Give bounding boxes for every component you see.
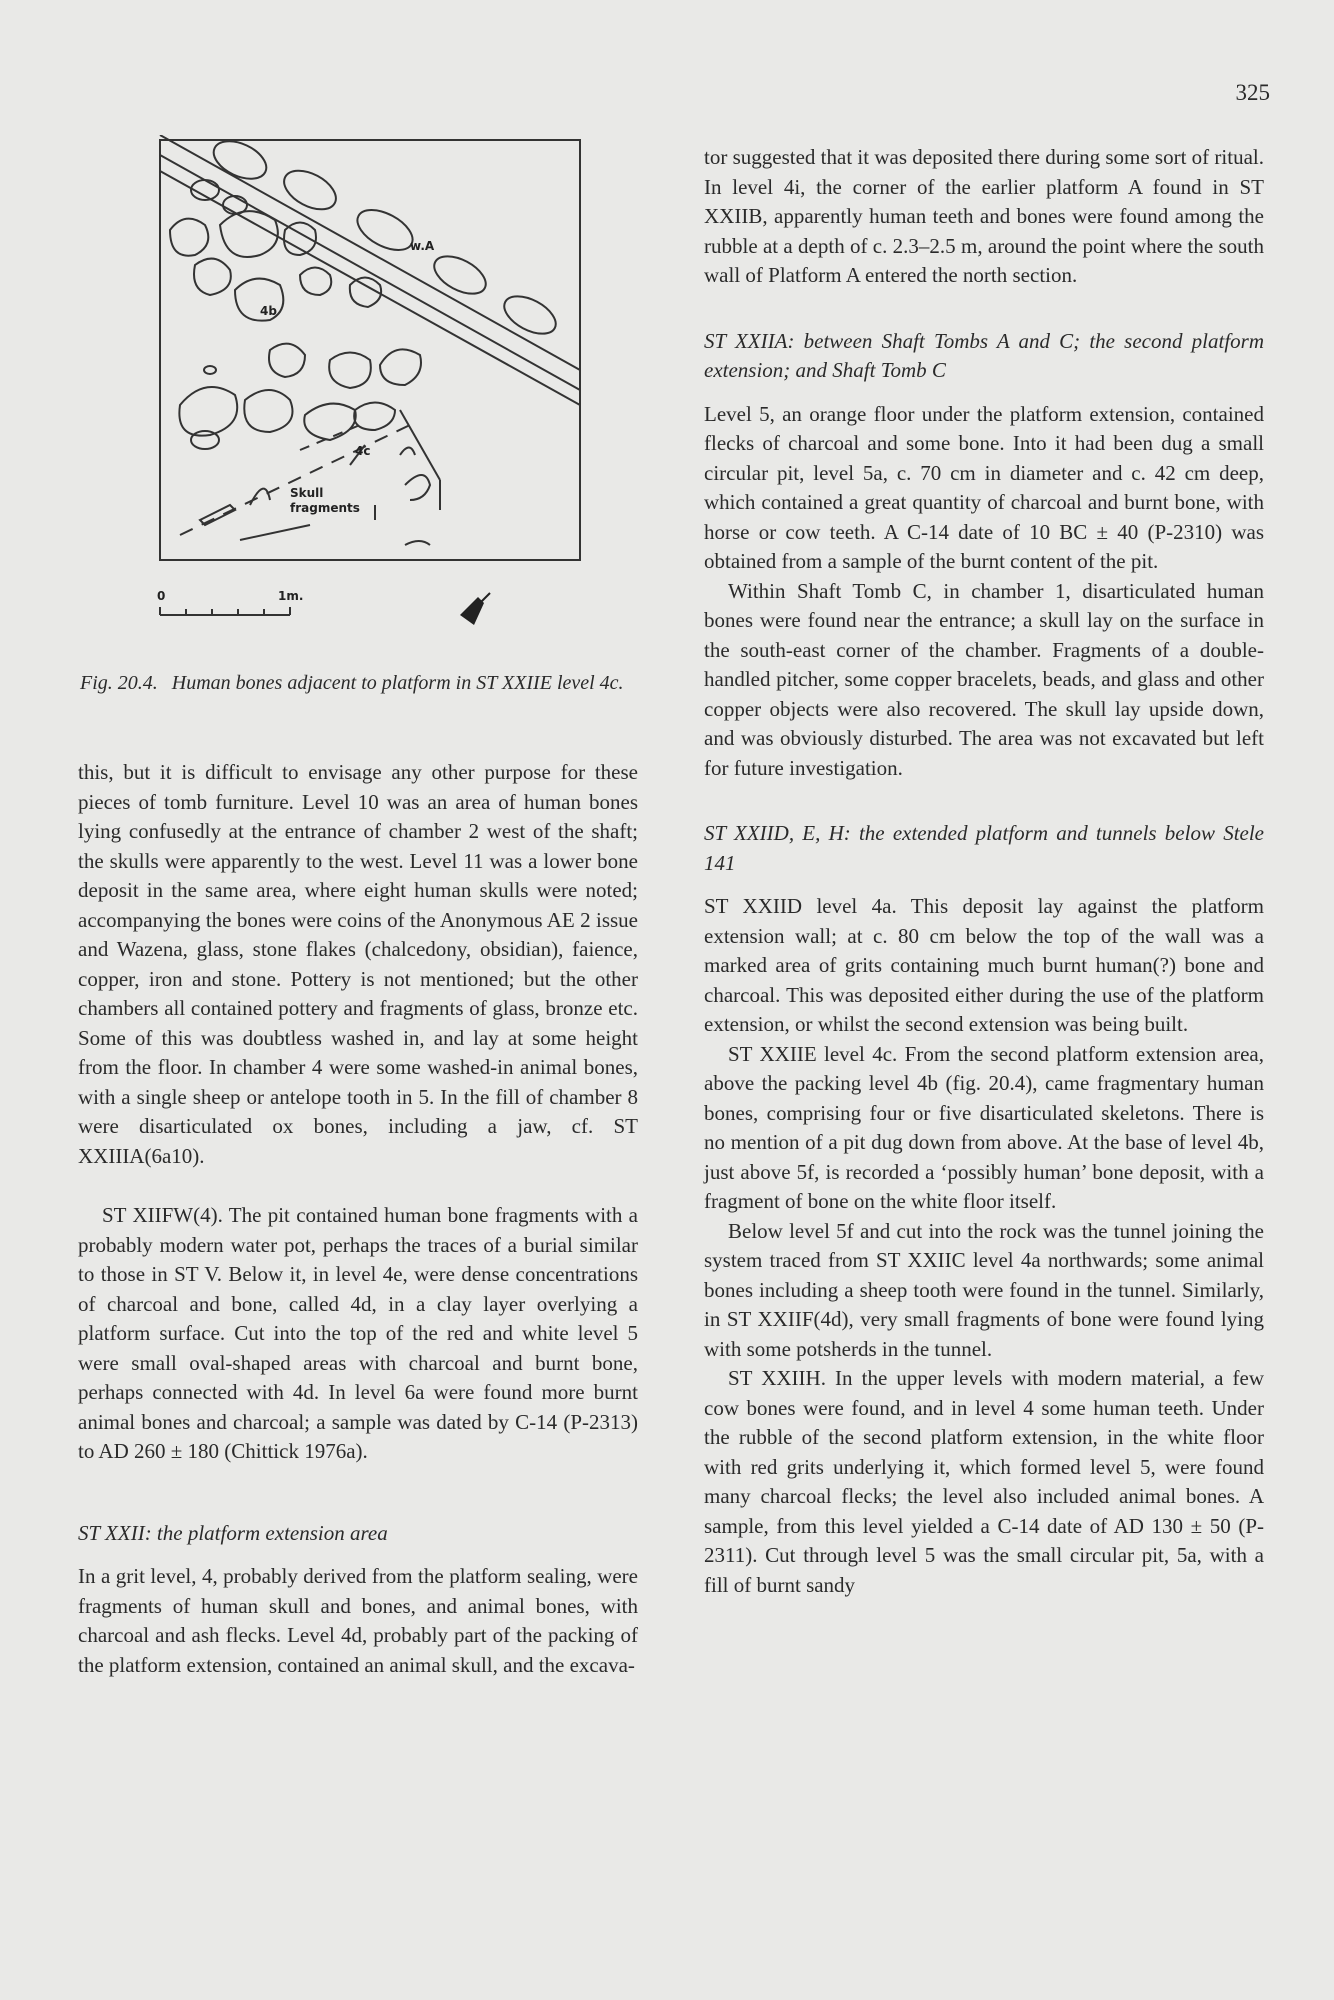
scale-label-1m: 1m. xyxy=(278,589,304,603)
right-column xyxy=(704,143,1264,1600)
north-arrow-icon xyxy=(460,593,490,625)
page-number: 325 xyxy=(1235,80,1270,105)
right-paragraph-6: Below level 5f and cut into the rock was the tunnel joining the system traced from ST XXIIC level 4a northwards; some animal bones including a sheep tooth were found in the tunnel. Similarly, in ST XXIIF(4d), very small fragments of bone were found lying with some potsherds in the tunnel. xyxy=(704,1218,1264,1361)
left-paragraph-2: ST XIIFW(4). The pit contained human bone fragments with a probably modern water pot, perhaps the traces of a burial similar to those in ST V. Below it, in level 4e, were dense concentrations of charcoal and bone, called 4d, in a clay layer overlying a platform surface. Cut into the top of the red and white level 5 were small oval-shaped areas with charcoal and burnt bone, perhaps connected with 4d. In level 6a were found more burnt animal bones and charcoal; a sample was dated by C-14 (P-2313) to AD 260 ± 180 (Chittick 1976a). xyxy=(78,1203,638,1463)
wall-line xyxy=(160,135,580,370)
figure-caption xyxy=(80,670,640,697)
figure-caption-text: Human bones adjacent to platform in ST XXIIE level 4c. xyxy=(171,672,624,694)
scale-label-zero: 0 xyxy=(157,589,166,603)
right-paragraph-7: ST XXIIH. In the upper levels with modern material, a few cow bones were found, and in level 4 some human teeth. Under the rubble of the second platform extension, in the white floor with red grits underlying it, which formed level 5, were found many charcoal flecks; the level also included animal bones. A sample, from this level yielded a C-14 date of AD 130 ± 50 (P-2311). Cut through level 5 was the small circular pit, 5a, with a fill of burnt sandy xyxy=(704,1366,1264,1597)
left-paragraph-1: this, but it is difficult to envisage any other purpose for these pieces of tomb furniture. Level 10 was an area of human bones lying confusedly at the entrance of chamber 2 west of the shaft; the skulls were apparently to the west. Level 11 was a lower bone deposit in the same area, where eight human skulls were noted; accompanying the bones were coins of the Anonymous AE 2 issue and Wazena, glass, stone flakes (chalcedony, obsidian), faience, copper, iron and stone. Pottery is not mentioned; but the other chambers all contained pottery and fragments of glass, bronze etc. Some of this was doubtless washed in, and lay at some height from the floor. In chamber 4 were some washed-in animal bones, with a single sheep or antelope tooth in 5. In the fill of chamber 8 were disarticulated ox bones, including a jaw, cf. ST XXIIIA(6a10). xyxy=(78,760,638,1168)
figure-caption-label: Fig. 20.4. xyxy=(80,672,158,694)
right-paragraph-2: Level 5, an orange floor under the platform extension, contained flecks of charcoal and some bone. Into it had been dug a small circular pit, level 5a, c. 70 cm in diameter and c. 42 cm deep, which contained a great quantity of charcoal and burnt bone, with horse or cow teeth. A C-14 date of 10 BC ± 40 (P-2310) was obtained from a sample of the burnt content of the pit. xyxy=(704,401,1264,573)
label-level-4c: 4c xyxy=(355,444,371,458)
left-paragraph-3: In a grit level, 4, probably derived from the platform sealing, were fragments of human skull and bones, and animal bones, with charcoal and ash flecks. Level 4d, probably part of the packing of the platform extension, contained an animal skull, and the excava- xyxy=(78,1564,638,1677)
label-level-4b: 4b xyxy=(260,304,277,318)
label-fragments: fragments xyxy=(290,501,360,515)
right-paragraph-5: ST XXIIE level 4c. From the second platform extension area, above the packing level 4b (fig. 20.4), came fragmentary human bones, comprising four or five disarticulated skeletons. There is no mention of a pit dug down from above. At the base of level 4b, just above 5f, is recorded a ‘possibly human’ bone deposit, with a fragment of bone on the white floor itself. xyxy=(704,1041,1264,1213)
section-heading-st-xxii: ST XXII: the platform extension area xyxy=(78,1520,388,1545)
label-skull: Skull xyxy=(290,486,324,500)
right-paragraph-1: tor suggested that it was deposited there during some sort of ritual. In level 4i, the corner of the earlier platform A found in ST XXIIB, apparently human teeth and bones were found among the rubble at a depth of c. 2.3–2.5 m, around the point where the south wall of Platform A entered the north section. xyxy=(704,145,1264,287)
section-heading-st-xxiia: ST XXIIA: between Shaft Tombs A and C; the second platform extension; and Shaft Tomb C xyxy=(704,328,1264,382)
excavation-plan-figure xyxy=(150,135,600,655)
left-column xyxy=(78,758,638,1680)
right-paragraph-4: ST XXIID level 4a. This deposit lay against the platform extension wall; at c. 80 cm below the top of the wall was a marked area of grits containing much burnt human(?) bone and charcoal. This was deposited either during the use of the platform extension, or whilst the second extension was being built. xyxy=(704,894,1264,1036)
label-wall-a: w.A xyxy=(410,239,435,253)
section-heading-st-xxiid: ST XXIID, E, H: the extended platform and tunnels below Stele 141 xyxy=(704,821,1264,875)
right-paragraph-3: Within Shaft Tomb C, in chamber 1, disarticulated human bones were found near the entrance; a skull lay on the surface in the south-east corner of the chamber. Fragments of a double-handled pitcher, some copper bracelets, beads, and glass and other copper objects were also recovered. The skull lay upside down, and was obviously disturbed. The area was not excavated but left for future investigation. xyxy=(704,578,1264,780)
